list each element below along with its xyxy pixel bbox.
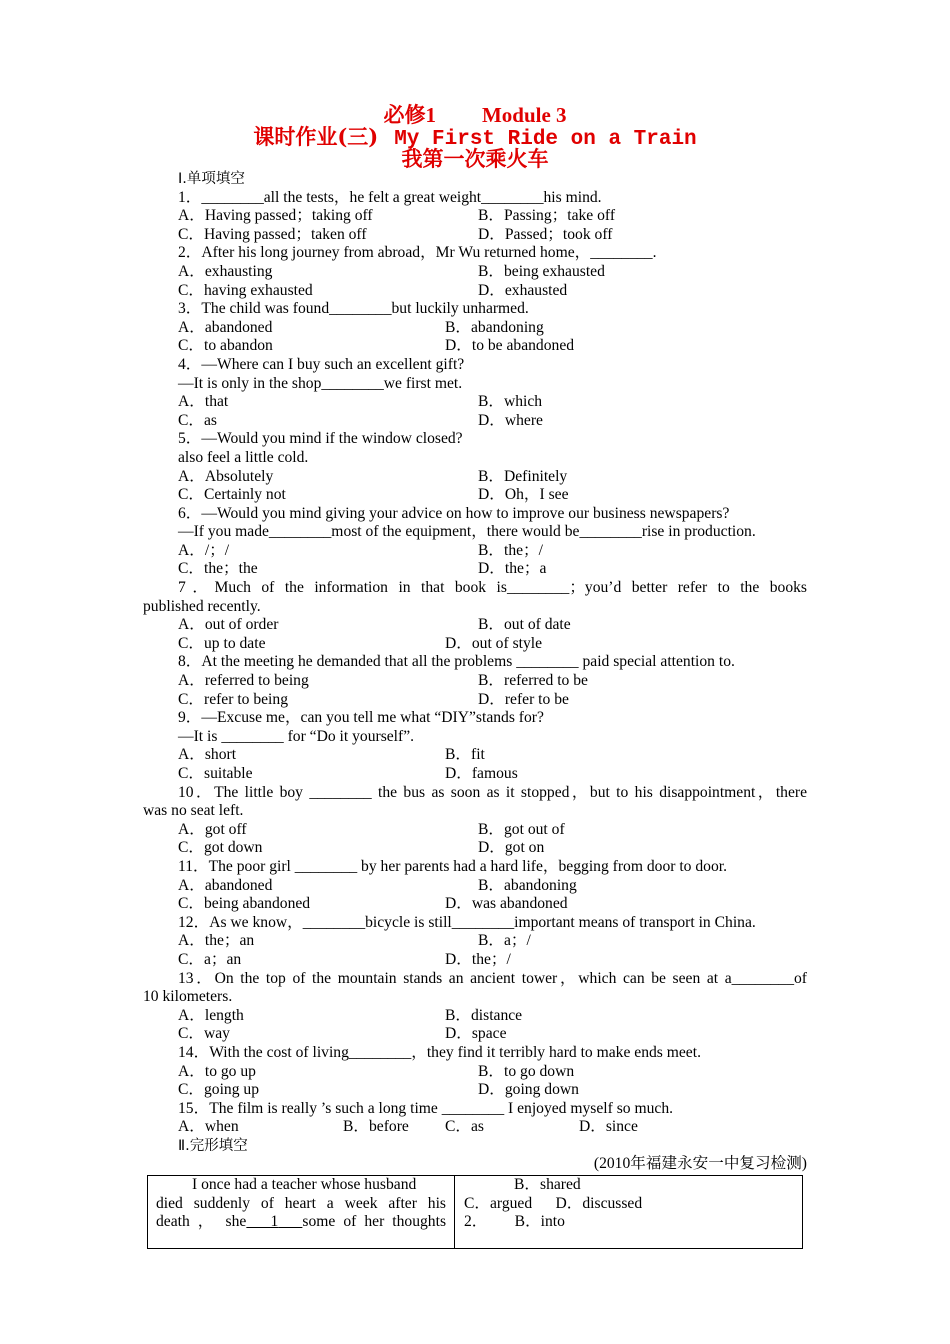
passage-line-2: died suddenly of heart a week after his	[156, 1194, 446, 1212]
question-12-stem-1: 12．As we know，________bicycle is still________important means of transport in China.	[178, 913, 756, 931]
question-5	[143, 430, 807, 504]
option: C．Certainly not	[178, 486, 286, 504]
question-7-stem: 7．Much of the information in that book is________；you’d better refer to the books	[178, 579, 807, 597]
cloze-passage	[148, 1176, 455, 1248]
question-10	[143, 784, 807, 858]
question-6-options-row	[143, 560, 807, 579]
document-body	[143, 170, 807, 1174]
question-7-options-row	[143, 635, 807, 654]
option: A．Having passed；taking off	[178, 207, 373, 225]
section-heading-cloze: Ⅱ.完形填空	[178, 1137, 248, 1154]
option: C．going up	[178, 1081, 260, 1099]
question-3	[143, 300, 807, 356]
passage-line-1: I once had a teacher whose husband	[192, 1176, 417, 1193]
option: A．to go up	[178, 1062, 256, 1080]
question-4-stem-2: —It is only in the shop________we first met.	[178, 374, 463, 392]
header-homework: 课时作业(三)	[253, 124, 379, 149]
cloze-source: (2010年福建永安一中复习检测)	[593, 1155, 807, 1173]
option: B．got out of	[478, 820, 565, 838]
question-12	[143, 914, 807, 970]
option: B．Passing；take off	[478, 207, 616, 225]
question-9-stem-1: 9．—Excuse me，can you tell me what “DIY”stands for?	[178, 709, 544, 727]
option: C．being abandoned	[178, 895, 311, 913]
passage-line-3	[156, 1213, 446, 1232]
question-10-options-row	[143, 839, 807, 858]
question-12-options-row	[143, 951, 807, 970]
option: C．as	[178, 411, 217, 429]
question-5-stem-1: 5．—Would you mind if the window closed?	[178, 430, 463, 448]
section-heading-single-choice: Ⅰ.单项填空	[178, 171, 245, 187]
option: A．that	[178, 393, 229, 411]
cloze-option-line-2: C．argued D．discussed	[464, 1194, 643, 1212]
option: C．up to date	[178, 634, 266, 652]
option: B．to go down	[478, 1062, 575, 1080]
option: D．since	[579, 1118, 638, 1136]
option: B．out of date	[478, 616, 571, 634]
question-7-stem-tail: published recently.	[143, 597, 261, 615]
question-14	[143, 1044, 807, 1100]
option: D．was abandoned	[445, 895, 568, 913]
question-3-options-row	[143, 337, 807, 356]
option: A．out of order	[178, 616, 279, 634]
header-course: 必修1	[383, 103, 436, 127]
question-3-options-row	[143, 319, 807, 338]
option: D．the；a	[478, 560, 547, 578]
option: D．to be abandoned	[445, 337, 575, 355]
question-9-options-row	[143, 746, 807, 765]
question-10-options-row	[143, 821, 807, 840]
question-11	[143, 858, 807, 914]
question-13-stem: 13．On the top of the mountain stands an ancient tower，which can be seen at a________of	[178, 969, 807, 987]
option: A．referred to being	[178, 672, 309, 690]
question-8-options-row	[143, 691, 807, 710]
question-1-options-row	[143, 207, 807, 226]
question-14-options-row	[143, 1063, 807, 1082]
question-6-stem-2: —If you made________most of the equipment，there would be________rise in production.	[178, 523, 756, 541]
question-2-stem-1: 2．After his long journey from abroad，Mr Wu returned home，________.	[178, 244, 657, 262]
option: C．got down	[178, 839, 263, 857]
question-5-stem-2: also feel a little cold.	[178, 448, 309, 466]
question-4-options-row	[143, 393, 807, 412]
option: A．abandoned	[178, 876, 273, 894]
question-14-stem-1: 14．With the cost of living________，they find it terribly hard to make ends meet.	[178, 1043, 701, 1061]
option: D．Passed；took off	[478, 225, 613, 243]
option: B．which	[478, 393, 543, 411]
cloze-table	[147, 1175, 803, 1249]
option: C．the；the	[178, 560, 258, 578]
question-5-options-row	[143, 468, 807, 487]
option: D．famous	[445, 765, 518, 782]
question-list	[143, 189, 807, 1137]
question-11-options-row	[143, 895, 807, 914]
option: B．abandoning	[478, 876, 577, 894]
question-15	[143, 1100, 807, 1137]
cloze-options	[464, 1176, 794, 1232]
option: D．Oh，I see	[478, 486, 569, 504]
option: C．way	[178, 1025, 230, 1043]
option: A．exhausting	[178, 262, 273, 280]
option: B．distance	[445, 1006, 523, 1024]
question-3-stem-1: 3．The child was found________but luckily unharmed.	[178, 300, 529, 318]
option: B．before	[343, 1118, 409, 1136]
cloze-option-line-3: 2． B．into	[464, 1213, 565, 1231]
option: D．space	[445, 1025, 507, 1043]
option: B．referred to be	[478, 672, 588, 690]
question-13-options-row	[143, 1025, 807, 1044]
option: C．a；an	[178, 950, 242, 968]
option: D．where	[478, 411, 543, 429]
question-2	[143, 244, 807, 300]
question-7	[143, 579, 807, 653]
question-6-options-row	[143, 542, 807, 561]
header-lesson-title: My First Ride on a Train	[394, 128, 697, 151]
option: D．refer to be	[478, 690, 569, 708]
question-5-options-row	[143, 486, 807, 505]
question-1-options-row	[143, 226, 807, 245]
question-11-stem-1: 11．The poor girl ________ by her parents had a hard life，begging from door to door.	[178, 857, 727, 875]
header-module: Module 3	[481, 103, 567, 127]
option: A．got off	[178, 820, 247, 838]
question-14-options-row	[143, 1081, 807, 1100]
question-1	[143, 189, 807, 245]
option: D．going down	[478, 1081, 579, 1099]
option: A．Absolutely	[178, 467, 274, 485]
question-4	[143, 356, 807, 430]
question-4-options-row	[143, 412, 807, 431]
option: A．when	[178, 1118, 239, 1136]
option: D．the；/	[445, 950, 511, 968]
question-9	[143, 709, 807, 783]
question-4-stem-1: 4．—Where can I buy such an excellent gift?	[178, 355, 465, 373]
option: A．/；/	[178, 541, 230, 559]
question-12-options-row	[143, 932, 807, 951]
option: D．got on	[478, 839, 545, 857]
option: C．as	[445, 1118, 484, 1136]
option: C．to abandon	[178, 337, 273, 355]
question-11-options-row	[143, 877, 807, 896]
question-13-stem-tail: 10 kilometers.	[143, 988, 233, 1006]
option: B．abandoning	[445, 318, 544, 336]
blank-1: 1	[270, 1213, 279, 1231]
question-1-stem-1: 1．________all the tests，he felt a great weight________his mind.	[178, 188, 602, 206]
option: D．exhausted	[478, 281, 568, 299]
question-15-stem-1: 15．The film is really ’s such a long time ________ I enjoyed myself so much.	[178, 1099, 674, 1117]
option: B．fit	[445, 746, 485, 764]
option: D．out of style	[445, 634, 543, 652]
option: C．refer to being	[178, 690, 288, 708]
question-10-stem-tail: was no seat left.	[143, 802, 244, 820]
question-8-options-row	[143, 672, 807, 691]
option: B．Definitely	[478, 467, 568, 485]
question-7-options-row	[143, 616, 807, 635]
option: B．the；/	[478, 541, 543, 559]
option: A．length	[178, 1006, 244, 1024]
cloze-option-line-1: B．shared	[514, 1176, 581, 1193]
option: B．a；/	[478, 932, 531, 950]
question-13	[143, 970, 807, 1044]
question-2-options-row	[143, 282, 807, 301]
option: C．suitable	[178, 765, 253, 782]
header-line-1	[0, 104, 950, 126]
question-9-options-row	[143, 765, 807, 784]
question-13-options-row	[143, 1007, 807, 1026]
option: C．having exhausted	[178, 281, 313, 299]
question-8-stem-1: 8．At the meeting he demanded that all the problems ________ paid special attention to.	[178, 653, 735, 671]
option: A．abandoned	[178, 318, 273, 336]
question-6-stem-1: 6．—Would you mind giving your advice on how to improve our business newspapers?	[178, 504, 730, 522]
passage-line-3-start: death ， she	[156, 1213, 247, 1231]
header-line-3: 我第一次乘火车	[401, 147, 549, 171]
passage-line-3-end: some of her thoughts	[302, 1213, 447, 1231]
question-9-stem-2: —It is ________ for “Do it yourself”.	[178, 727, 415, 745]
question-15-options-row	[143, 1118, 807, 1137]
option: B．being exhausted	[478, 262, 605, 280]
option: A．short	[178, 746, 237, 764]
question-6	[143, 505, 807, 579]
question-8	[143, 653, 807, 709]
option: C．Having passed；taken off	[178, 225, 367, 243]
option: A．the；an	[178, 932, 255, 950]
question-10-stem: 10．The little boy ________ the bus as soon as it stopped，but to his disappointment，there	[178, 783, 807, 801]
question-2-options-row	[143, 263, 807, 282]
